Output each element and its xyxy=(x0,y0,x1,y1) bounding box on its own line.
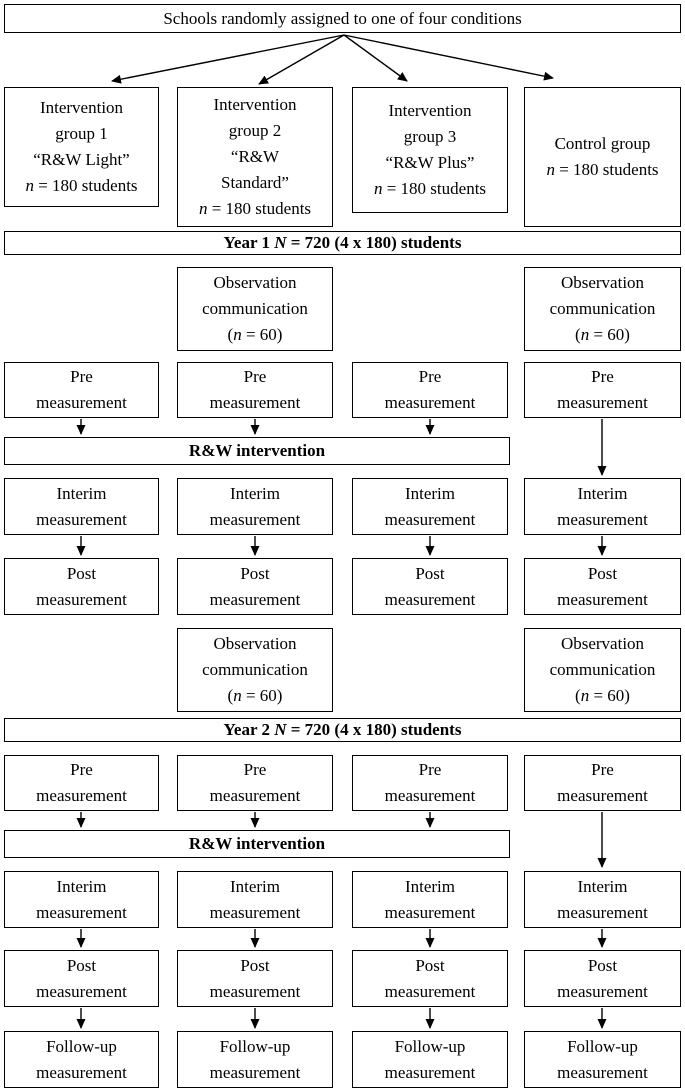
interim-measurement-box xyxy=(4,871,159,928)
box-line: measurement xyxy=(384,393,476,412)
banner-text-part: Year 1 xyxy=(223,233,275,252)
box-line xyxy=(374,176,486,202)
box-line: communication xyxy=(202,299,308,318)
n-paren: ( xyxy=(575,686,581,705)
box-line: group 3 xyxy=(403,127,457,146)
n-paren: ( xyxy=(227,686,234,705)
banner-text: R&W intervention xyxy=(188,441,326,460)
n-symbol: n xyxy=(25,176,34,195)
n-value: = 60) xyxy=(589,686,630,705)
box-line: Pre xyxy=(70,760,93,779)
box-line: “R&W Plus” xyxy=(385,153,475,172)
box-line: measurement xyxy=(36,786,127,805)
box-line: measurement xyxy=(557,786,648,805)
box-line: communication xyxy=(202,660,308,679)
pre-measurement-box xyxy=(4,362,159,418)
n-symbol: n xyxy=(373,179,383,198)
box-line: measurement xyxy=(36,509,127,529)
n-value: = 180 students xyxy=(33,176,138,195)
pre-measurement-box xyxy=(352,362,508,418)
box-line: Pre xyxy=(591,367,614,386)
box-line xyxy=(25,173,137,199)
box-line: Interim xyxy=(404,876,456,896)
n-symbol: n xyxy=(198,199,208,218)
box-line xyxy=(199,196,311,222)
box-line: Pre xyxy=(418,367,442,386)
box-line: Interim xyxy=(577,483,628,503)
box-line: measurement xyxy=(384,981,476,1001)
box-line: “R&W Light” xyxy=(33,150,130,169)
n-value: = 60) xyxy=(589,325,630,344)
box-line: Post xyxy=(66,563,97,583)
post-measurement-box xyxy=(524,558,681,615)
observation-box xyxy=(524,267,681,351)
box-line: measurement xyxy=(209,589,301,609)
arrow xyxy=(344,35,407,81)
n-symbol: n xyxy=(580,686,590,705)
group-box-control xyxy=(524,87,681,227)
box-line: measurement xyxy=(557,509,648,529)
box-line: measurement xyxy=(209,902,301,922)
n-symbol: n xyxy=(233,686,242,705)
n-value: = 180 students xyxy=(207,199,312,218)
box-line: measurement xyxy=(384,509,476,529)
post-measurement-box xyxy=(4,558,159,615)
box-line xyxy=(575,683,630,709)
arrow xyxy=(344,35,553,78)
box-line: Post xyxy=(587,955,618,975)
post-measurement-box xyxy=(4,950,159,1007)
followup-measurement-box xyxy=(177,1031,333,1088)
box-line: communication xyxy=(549,299,656,318)
box-line: Observation xyxy=(560,273,645,292)
box-line: measurement xyxy=(209,786,301,805)
group-box-intervention-3 xyxy=(352,87,508,213)
box-line: measurement xyxy=(36,393,127,412)
box-line: group 2 xyxy=(228,121,282,140)
box-line: Interim xyxy=(56,876,107,896)
box-line: Interim xyxy=(577,876,628,896)
group-box-intervention-2 xyxy=(177,87,333,227)
box-line: “R&W xyxy=(230,147,280,166)
followup-measurement-box xyxy=(524,1031,681,1088)
interim-measurement-box xyxy=(524,871,681,928)
box-line: Pre xyxy=(243,760,267,779)
box-line: Post xyxy=(415,563,445,583)
pre-measurement-box xyxy=(524,755,681,811)
year1-banner xyxy=(4,231,681,255)
box-line: Observation xyxy=(213,634,297,653)
title-box xyxy=(4,4,681,33)
box-line: Post xyxy=(415,955,445,975)
box-line: measurement xyxy=(36,981,127,1001)
box-line: measurement xyxy=(384,786,476,805)
box-line: measurement xyxy=(384,1062,476,1082)
box-line: Control group xyxy=(554,134,651,153)
box-line: Post xyxy=(240,563,270,583)
interim-measurement-box xyxy=(4,478,159,535)
post-measurement-box xyxy=(177,558,333,615)
box-line: communication xyxy=(549,660,656,679)
box-line: measurement xyxy=(36,589,127,609)
banner-text: R&W intervention xyxy=(188,834,326,853)
banner-text xyxy=(224,230,462,256)
n-value: = 180 students xyxy=(554,160,659,179)
box-line: Follow-up xyxy=(46,1036,117,1056)
banner-text-part: = 720 (4 x 180) students xyxy=(286,233,462,252)
box-line: Post xyxy=(587,563,618,583)
box-line xyxy=(228,322,283,348)
interim-measurement-box xyxy=(177,478,333,535)
box-line: measurement xyxy=(209,509,301,529)
group-box-intervention-1 xyxy=(4,87,159,207)
followup-measurement-box xyxy=(352,1031,508,1088)
n-paren: ( xyxy=(227,325,234,344)
n-value: = 180 students xyxy=(382,179,487,198)
n-symbol: n xyxy=(546,160,555,179)
interim-measurement-box xyxy=(524,478,681,535)
box-line: Pre xyxy=(591,760,614,779)
box-line: measurement xyxy=(384,589,476,609)
box-line: Intervention xyxy=(213,95,297,114)
n-symbol: N xyxy=(274,720,287,739)
box-line: measurement xyxy=(209,1062,301,1082)
post-measurement-box xyxy=(177,950,333,1007)
pre-measurement-box xyxy=(177,362,333,418)
box-line: Follow-up xyxy=(567,1036,638,1056)
box-line: Follow-up xyxy=(219,1036,291,1056)
rw-intervention-banner-year2 xyxy=(4,830,510,858)
year2-banner xyxy=(4,718,681,742)
interim-measurement-box xyxy=(352,478,508,535)
box-line: Follow-up xyxy=(394,1036,466,1056)
pre-measurement-box xyxy=(4,755,159,811)
box-line xyxy=(546,157,658,183)
title-text: Schools randomly assigned to one of four conditions xyxy=(163,8,522,28)
box-line: Interim xyxy=(229,483,281,503)
box-line: Post xyxy=(240,955,270,975)
pre-measurement-box xyxy=(177,755,333,811)
n-symbol: N xyxy=(274,233,287,252)
box-line xyxy=(228,683,283,709)
box-line: Intervention xyxy=(39,98,124,117)
observation-box xyxy=(177,267,333,351)
n-symbol: n xyxy=(580,325,590,344)
box-line: Interim xyxy=(229,876,281,896)
pre-measurement-box xyxy=(524,362,681,418)
post-measurement-box xyxy=(352,558,508,615)
box-line: Intervention xyxy=(388,101,472,120)
box-line: Interim xyxy=(56,483,107,503)
box-line: measurement xyxy=(36,902,127,922)
box-line: measurement xyxy=(557,589,648,609)
banner-text-part: = 720 (4 x 180) students xyxy=(286,720,462,739)
box-line: measurement xyxy=(557,393,648,412)
box-line: measurement xyxy=(557,1062,648,1082)
box-line: Standard” xyxy=(221,173,289,192)
box-line: Pre xyxy=(418,760,442,779)
box-line: measurement xyxy=(557,981,648,1001)
n-paren: ( xyxy=(575,325,581,344)
rw-intervention-banner-year1 xyxy=(4,437,510,465)
n-value: = 60) xyxy=(241,325,283,344)
interim-measurement-box xyxy=(177,871,333,928)
n-symbol: n xyxy=(233,325,242,344)
n-value: = 60) xyxy=(241,686,283,705)
box-line: Interim xyxy=(404,483,456,503)
box-line: Pre xyxy=(70,367,93,386)
box-line: Observation xyxy=(560,634,645,653)
box-line: measurement xyxy=(36,1062,127,1082)
box-line: Post xyxy=(66,955,97,975)
box-line: Observation xyxy=(213,273,297,292)
banner-text xyxy=(224,717,462,743)
box-line: Pre xyxy=(243,367,267,386)
box-line: group 1 xyxy=(55,124,108,143)
post-measurement-box xyxy=(352,950,508,1007)
box-line: measurement xyxy=(557,902,648,922)
pre-measurement-box xyxy=(352,755,508,811)
banner-text-part: Year 2 xyxy=(223,720,275,739)
arrow xyxy=(259,35,344,84)
box-line: measurement xyxy=(209,393,301,412)
box-line xyxy=(575,322,630,348)
arrow xyxy=(112,35,344,81)
followup-measurement-box xyxy=(4,1031,159,1088)
observation-box xyxy=(524,628,681,712)
observation-box xyxy=(177,628,333,712)
post-measurement-box xyxy=(524,950,681,1007)
interim-measurement-box xyxy=(352,871,508,928)
box-line: measurement xyxy=(209,981,301,1001)
box-line: measurement xyxy=(384,902,476,922)
